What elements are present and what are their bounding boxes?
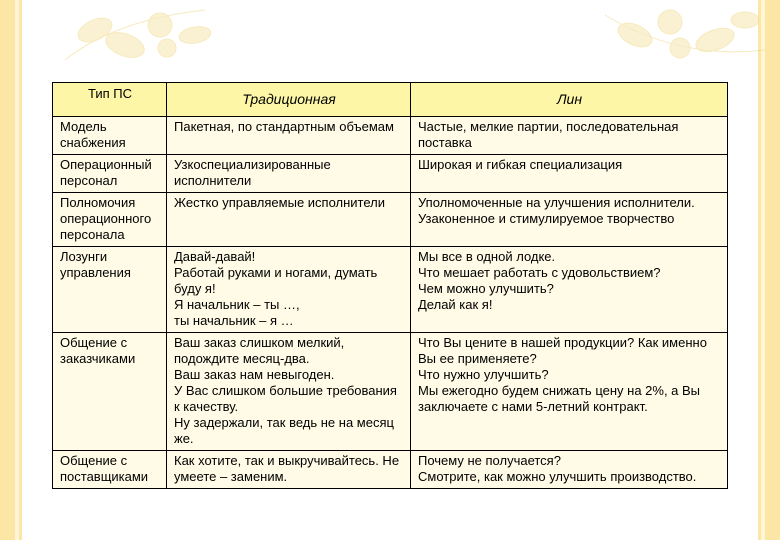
traditional-cell: Узкоспециализированные исполнители [167,155,411,193]
header-type: Тип ПС [53,83,167,117]
row-type-cell: Операционный персонал [53,155,167,193]
row-type-cell: Лозунги управления [53,247,167,333]
traditional-cell: Жестко управляемые исполнители [167,193,411,247]
row-type-cell: Полномочия операционного персонала [53,193,167,247]
row-type-cell: Общение с поставщиками [53,451,167,489]
header-row [53,83,728,117]
lean-cell: Почему не получается? Смотрите, как можно улучшить производство. [411,451,728,489]
traditional-cell: Ваш заказ слишком мелкий, подождите месяц-два. Ваш заказ нам невыгоден. У Вас слишком большие требования к качеству. Ну задержали, так ведь не на месяц же. [167,333,411,451]
lean-cell: Что Вы цените в нашей продукции? Как именно Вы ее применяете? Что нужно улучшить? Мы ежегодно будем снижать цену на 2%, а Вы заключаете с нами 5-летний контракт. [411,333,728,451]
lean-cell: Мы все в одной лодке. Что мешает работать с удовольствием? Чем можно улучшить? Делай как я! [411,247,728,333]
table-row [53,117,728,155]
header-traditional: Традиционная [167,83,411,117]
traditional-cell: Пакетная, по стандартным объемам [167,117,411,155]
table-row [53,451,728,489]
table-row [53,155,728,193]
floral-ornament-right [600,0,770,80]
row-type-cell: Модель снабжения [53,117,167,155]
traditional-cell: Давай-давай! Работай руками и ногами, думать буду я! Я начальник – ты …, ты начальник – я … [167,247,411,333]
decorative-stripe-left [0,0,22,540]
lean-cell: Уполномоченные на улучшения исполнители. Узаконенное и стимулируемое творчество [411,193,728,247]
decorative-stripe-right [758,0,780,540]
lean-cell: Широкая и гибкая специализация [411,155,728,193]
row-type-cell: Общение с заказчиками [53,333,167,451]
floral-ornament-left [55,0,225,80]
lean-cell: Частые, мелкие партии, последовательная поставка [411,117,728,155]
header-lean: Лин [411,83,728,117]
comparison-table [52,82,728,489]
table-row [53,333,728,451]
table-row [53,247,728,333]
traditional-cell: Как хотите, так и выкручивайтесь. Не умеете – заменим. [167,451,411,489]
table-row [53,193,728,247]
